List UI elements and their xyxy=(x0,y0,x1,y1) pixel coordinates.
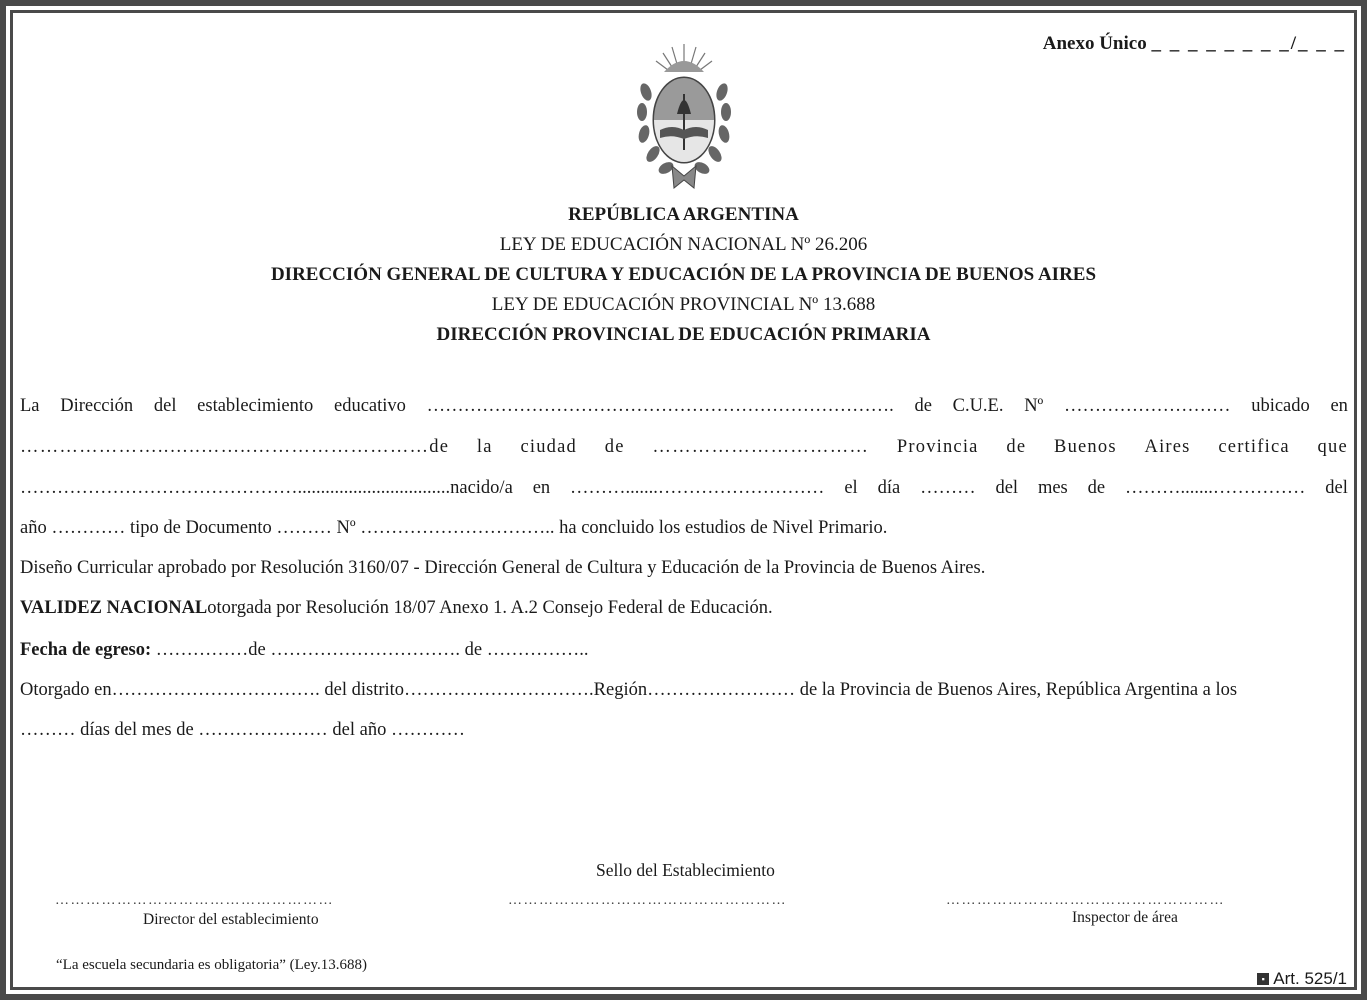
annex-title: Anexo Único xyxy=(1042,33,1147,54)
row3-word: del xyxy=(1325,478,1348,498)
row2-word: de xyxy=(1006,437,1027,457)
national-validity xyxy=(20,598,1348,619)
row2-word: ciudad xyxy=(520,437,577,457)
national-validity-text: otorgada por Resolución 18/07 Anexo 1. A.2 Consejo Federal de Educación. xyxy=(207,598,773,618)
director-label: Director del establecimiento xyxy=(143,911,319,928)
row3-word: del xyxy=(995,478,1019,498)
footer-quote: “La escuela secundaria es obligatoria” (Ley.13.688) xyxy=(56,957,367,973)
row1-word: La xyxy=(20,396,40,416)
curriculum-resolution: Diseño Curricular aprobado por Resolución 3160/07 - Dirección General de Cultura y Educación de la Provincia de Buenos Aires. xyxy=(20,558,986,578)
birth-month-blank: ……….......…………… xyxy=(1125,478,1306,498)
issued-date-row: ……… días del mes de ………………… del año ………… xyxy=(20,720,465,740)
certificate-row-3 xyxy=(20,478,1348,499)
row2-word: que xyxy=(1317,437,1348,457)
row1-word: Dirección xyxy=(60,396,134,416)
publisher-mark-icon: ▪ xyxy=(1257,973,1269,985)
location-blank: …………………..…..……..………………………de xyxy=(20,437,450,457)
article-code: Art. 525/1 xyxy=(1273,969,1347,988)
row2-word: Provincia xyxy=(896,437,979,457)
certificate-row-1 xyxy=(20,396,1348,417)
header-primary-directorate: DIRECCIÓN PROVINCIAL DE EDUCACIÓN PRIMARIA xyxy=(436,324,931,345)
issued-in-text: Otorgado en……………………………. del distrito………………………….Región…………………… de la Provincia de Buenos Aires, República Argentina a los xyxy=(20,680,1238,700)
certificate-row-4: año ………… tipo de Documento ……… Nº ………………………….. ha concluido los estudios de Nivel Primario. xyxy=(20,518,888,538)
row1-word: ubicado xyxy=(1251,396,1310,416)
certificate-row-2 xyxy=(20,437,1348,458)
row2-word: la xyxy=(476,437,493,457)
header-provincial-law: LEY DE EDUCACIÓN PROVINCIAL Nº 13.688 xyxy=(491,294,876,315)
row3-word: en xyxy=(532,478,551,498)
row1-word: del xyxy=(153,396,177,416)
coat-of-arms-icon xyxy=(636,42,732,192)
graduation-date-blank: ……………de …………………………. de …………….. xyxy=(151,640,589,660)
row3-word: día xyxy=(877,478,901,498)
inspector-label: Inspector de área xyxy=(1072,909,1178,926)
row3-word: mes xyxy=(1037,478,1068,498)
row2-word: de xyxy=(604,437,625,457)
row1-word: C.U.E. xyxy=(952,396,1004,416)
header-republic: REPÚBLICA ARGENTINA xyxy=(568,204,799,225)
row2-word: Aires xyxy=(1144,437,1191,457)
row2-word: certifica xyxy=(1218,437,1290,457)
graduation-date xyxy=(20,640,1348,661)
document-header xyxy=(0,200,1367,350)
birth-day-blank: ……… xyxy=(920,478,976,498)
header-national-law: LEY DE EDUCACIÓN NACIONAL Nº 26.206 xyxy=(499,234,868,255)
national-validity-label: VALIDEZ NACIONAL xyxy=(20,598,208,618)
row1-word: de xyxy=(914,396,932,416)
student-name-blank: ……………………………………….................................nacido/a xyxy=(20,478,513,498)
cue-number-blank: ……………………… xyxy=(1064,396,1231,416)
graduation-date-label: Fecha de egreso: xyxy=(20,640,152,660)
row1-word: en xyxy=(1330,396,1348,416)
seal-signature-line: ……………………………………………… xyxy=(508,893,787,908)
header-general-directorate: DIRECCIÓN GENERAL DE CULTURA Y EDUCACIÓN DE LA PROVINCIA DE BUENOS AIRES xyxy=(270,264,1097,285)
director-signature-line: ……………………………………………… xyxy=(55,893,334,908)
annex-number-blank: _ _ _ _ _ _ _ _/_ _ _ xyxy=(1151,33,1346,54)
annex-label xyxy=(1043,33,1346,55)
form-article-number xyxy=(1257,969,1347,989)
issued-in-row xyxy=(20,680,1348,701)
row2-word: Buenos xyxy=(1054,437,1117,457)
row1-word: Nº xyxy=(1024,396,1044,416)
school-name-blank: …………………………………………………………………. xyxy=(426,396,894,416)
row1-word: establecimiento xyxy=(197,396,314,416)
birthplace-blank: ……….......……………………… xyxy=(570,478,825,498)
school-seal-label: Sello del Establecimiento xyxy=(596,860,775,880)
row3-word: el xyxy=(844,478,858,498)
inspector-signature-line: ……………………………………………… xyxy=(946,893,1225,908)
row1-word: educativo xyxy=(333,396,406,416)
city-blank: …………………………… xyxy=(652,437,870,457)
row3-word: de xyxy=(1087,478,1106,498)
